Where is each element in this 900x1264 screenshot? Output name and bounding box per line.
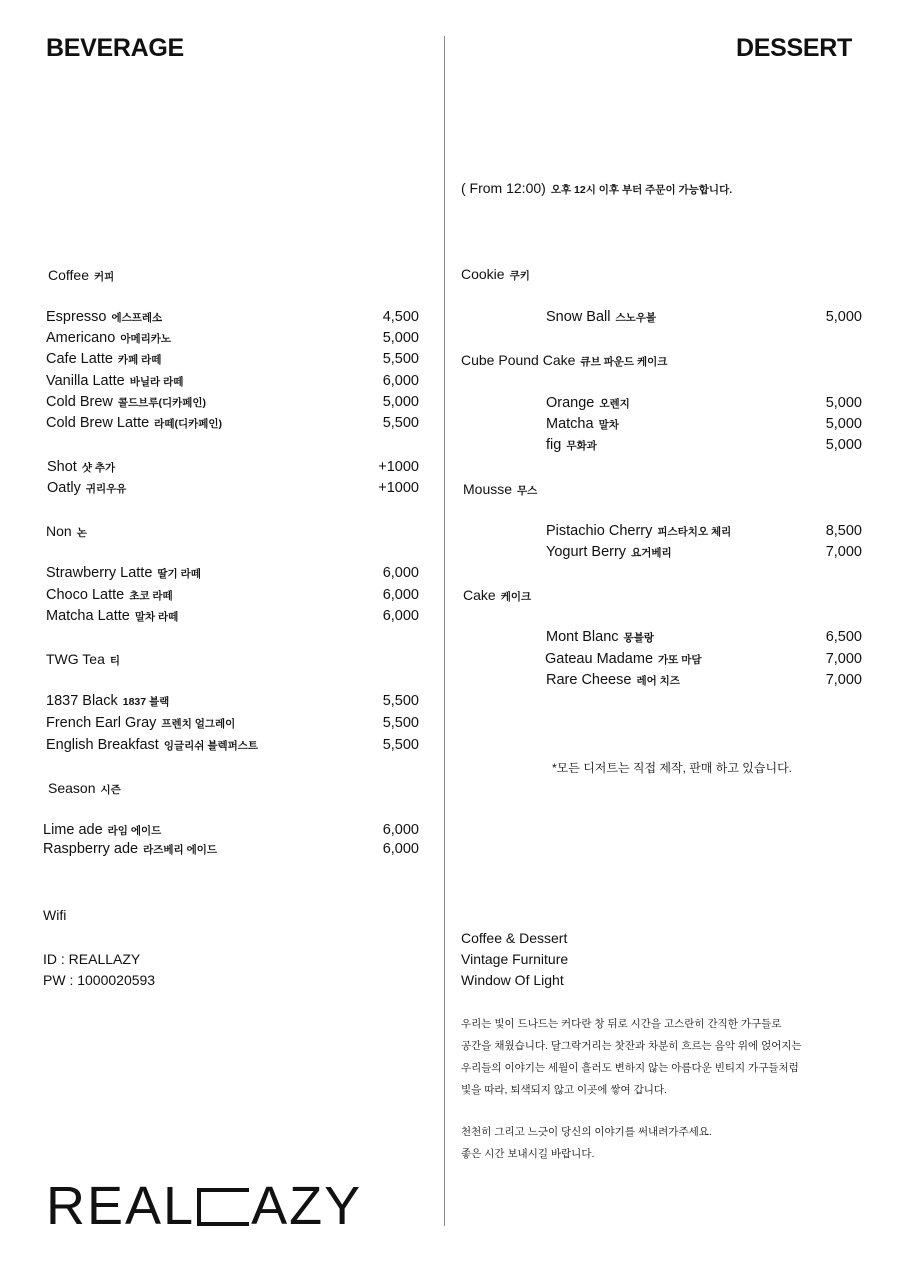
menu-item — [46, 735, 258, 756]
item-price: 5,500 — [382, 351, 419, 367]
item-name-ko: 말차 — [598, 419, 619, 431]
item-name-ko: 피스타치오 체리 — [657, 526, 732, 538]
item-name: Strawberry Latte — [46, 565, 153, 581]
item-name: Vanilla Latte — [46, 373, 125, 389]
beverage-heading: BEVERAGE — [46, 34, 184, 62]
about-paragraph-line: 공간을 채웠습니다. 달그락거리는 찻잔과 차분히 흐르는 음악 위에 얹어지는 — [461, 1040, 802, 1052]
menu-item — [46, 392, 206, 413]
cookie-category — [461, 264, 530, 286]
item-price: 5,000 — [382, 330, 419, 346]
category-label-ko: 티 — [109, 655, 121, 667]
menu-item — [546, 521, 731, 542]
item-name-ko: 딸기 라떼 — [157, 568, 201, 580]
about-paragraph-line: 우리는 빛이 드나드는 커다란 창 뒤로 시간을 고스란히 간직한 가구들로 — [461, 1018, 782, 1030]
item-name-ko: 샷 추가 — [81, 462, 116, 474]
item-name: French Earl Gray — [46, 715, 157, 731]
item-name-ko: 요거베리 — [631, 547, 672, 559]
menu-item — [46, 328, 171, 349]
item-price: 6,000 — [382, 841, 419, 857]
item-price: 4,500 — [382, 309, 419, 325]
item-name: Shot — [47, 459, 77, 475]
item-name: Yogurt Berry — [546, 544, 627, 560]
coffee-category — [48, 265, 114, 287]
item-price: 6,000 — [382, 822, 419, 838]
menu-item — [546, 542, 672, 563]
item-name-ko: 프렌치 얼그레이 — [161, 718, 236, 730]
tea-category — [46, 649, 120, 671]
item-price: 5,000 — [825, 395, 862, 411]
brand-logo — [46, 1176, 362, 1236]
item-name-ko: 에스프레소 — [111, 312, 163, 324]
dessert-notice — [461, 178, 732, 200]
menu-item — [46, 371, 183, 392]
non-category — [46, 521, 87, 543]
item-name: Americano — [46, 330, 116, 346]
menu-item — [46, 713, 235, 734]
item-name: Cold Brew — [46, 394, 113, 410]
item-price: +1000 — [378, 480, 419, 496]
item-name: Cold Brew Latte — [46, 415, 150, 431]
menu-item — [546, 414, 619, 435]
item-price: 7,000 — [825, 544, 862, 560]
logo-text-right: AZY — [251, 1176, 363, 1236]
about-line: Window Of Light — [461, 972, 564, 988]
wifi-label: Wifi — [43, 907, 67, 923]
about-paragraph-line: 우리들의 이야기는 세월이 흘러도 변하지 않는 아름다운 빈티지 가구들처럼 — [461, 1062, 799, 1074]
item-price: 5,500 — [382, 415, 419, 431]
item-name-ko: 가또 마담 — [658, 654, 702, 666]
item-name-ko: 초코 라떼 — [129, 590, 173, 602]
item-price: 8,500 — [825, 523, 862, 539]
category-label: Cake — [463, 587, 496, 603]
item-name: Lime ade — [43, 822, 103, 838]
item-name-ko: 라즈베리 에이드 — [143, 844, 218, 856]
item-price: 5,000 — [825, 416, 862, 432]
menu-item — [46, 413, 222, 434]
menu-item — [46, 563, 201, 584]
item-price: 6,000 — [382, 608, 419, 624]
menu-item — [546, 435, 597, 456]
category-label: Season — [48, 780, 96, 796]
cake-category — [463, 585, 531, 607]
dessert-footnote: *모든 디저트는 직접 제작, 판매 하고 있습니다. — [552, 761, 792, 775]
category-label-ko: 케이크 — [500, 591, 532, 603]
item-name-ko: 레어 치즈 — [636, 675, 680, 687]
item-price: 7,000 — [825, 651, 862, 667]
category-label-ko: 무스 — [517, 485, 538, 497]
notice-time: ( From 12:00) — [461, 180, 546, 196]
item-name-ko: 몽블랑 — [623, 632, 654, 644]
item-name-ko: 1837 블랙 — [122, 696, 170, 708]
item-price: 5,500 — [382, 693, 419, 709]
menu-item — [46, 307, 162, 328]
category-label: Cookie — [461, 266, 505, 282]
category-label: Non — [46, 523, 72, 539]
menu-item — [546, 307, 656, 328]
item-name-ko: 오렌지 — [599, 398, 630, 410]
item-price: 5,000 — [382, 394, 419, 410]
about-paragraph — [461, 1013, 802, 1101]
item-name: Cafe Latte — [46, 351, 113, 367]
item-price: 5,500 — [382, 737, 419, 753]
item-name: 1837 Black — [46, 693, 118, 709]
logo-bracket-mark — [197, 1188, 249, 1226]
dessert-heading: DESSERT — [736, 34, 852, 62]
wifi-password: PW : 1000020593 — [43, 972, 156, 988]
item-name-ko: 귀리우유 — [85, 483, 127, 495]
category-label-ko: 커피 — [94, 271, 115, 283]
item-name: Oatly — [47, 480, 81, 496]
category-label-ko: 시즌 — [100, 784, 121, 796]
item-name: Rare Cheese — [546, 672, 632, 688]
about-line: Vintage Furniture — [461, 951, 569, 967]
item-name: Matcha — [546, 416, 594, 432]
item-name: Raspberry ade — [43, 841, 139, 857]
category-label-ko: 쿠키 — [509, 270, 530, 282]
about-line: Coffee & Dessert — [461, 930, 568, 946]
item-name: Snow Ball — [546, 309, 611, 325]
item-name: Gateau Madame — [545, 651, 654, 667]
item-name-ko: 말차 라떼 — [134, 611, 179, 623]
season-category — [48, 778, 121, 800]
menu-item — [546, 627, 654, 648]
item-price: 5,000 — [825, 437, 862, 453]
category-label: Cube Pound Cake — [461, 352, 576, 368]
item-name: English Breakfast — [46, 737, 159, 753]
menu-item — [43, 839, 217, 860]
item-price: 6,000 — [382, 373, 419, 389]
extra-item — [47, 457, 115, 478]
item-name-ko: 라떼(디카페인) — [154, 418, 223, 430]
item-name-ko: 잉글리쉬 블렉퍼스트 — [163, 740, 259, 752]
mousse-category — [463, 479, 537, 501]
item-name-ko: 아메리카노 — [120, 333, 172, 345]
menu-item — [46, 585, 173, 606]
category-label: Mousse — [463, 481, 513, 497]
item-price: 7,000 — [825, 672, 862, 688]
item-name-ko: 스노우볼 — [615, 312, 657, 324]
item-name: Mont Blanc — [546, 629, 619, 645]
item-name-ko: 바닐라 라떼 — [129, 376, 184, 388]
column-divider — [444, 36, 445, 1226]
item-price: 5,500 — [382, 715, 419, 731]
extra-item — [47, 478, 126, 499]
closing-line: 천천히 그리고 느긋이 당신의 이야기를 써내려가주세요. — [461, 1126, 712, 1138]
category-label-ko: 큐브 파운드 케이크 — [580, 356, 668, 368]
item-price: +1000 — [378, 459, 419, 475]
item-name: fig — [546, 437, 562, 453]
menu-item — [43, 820, 161, 841]
notice-ko: 오후 12시 이후 부터 주문이 가능합니다. — [550, 184, 733, 196]
item-name-ko: 라임 에이드 — [107, 825, 162, 837]
menu-item — [546, 393, 630, 414]
item-name-ko: 무화과 — [566, 440, 597, 452]
item-price: 6,000 — [382, 565, 419, 581]
item-price: 6,500 — [825, 629, 862, 645]
logo-text-left: REAL — [46, 1176, 196, 1236]
item-name-ko: 콜드브루(디카페인) — [117, 397, 207, 409]
about-paragraph-line: 빛을 따라, 퇴색되지 않고 이곳에 쌓여 갑니다. — [461, 1084, 667, 1096]
category-label-ko: 논 — [76, 527, 87, 539]
menu-item — [545, 649, 702, 670]
menu-item — [546, 670, 680, 691]
item-price: 6,000 — [382, 587, 419, 603]
item-name: Espresso — [46, 309, 107, 325]
wifi-id: ID : REALLAZY — [43, 951, 141, 967]
item-name: Pistachio Cherry — [546, 523, 653, 539]
category-label: TWG Tea — [46, 651, 105, 667]
item-price: 5,000 — [825, 309, 862, 325]
menu-item — [46, 606, 178, 627]
closing-line: 좋은 시간 보내시길 바랍니다. — [461, 1148, 595, 1160]
menu-item — [46, 691, 169, 712]
category-label: Coffee — [48, 267, 89, 283]
item-name: Matcha Latte — [46, 608, 130, 624]
menu-item — [46, 349, 161, 370]
item-name: Orange — [546, 395, 595, 411]
item-name-ko: 카페 라떼 — [117, 354, 162, 366]
pound-cake-category — [461, 350, 667, 372]
closing-paragraph — [461, 1121, 712, 1165]
item-name: Choco Latte — [46, 587, 125, 603]
